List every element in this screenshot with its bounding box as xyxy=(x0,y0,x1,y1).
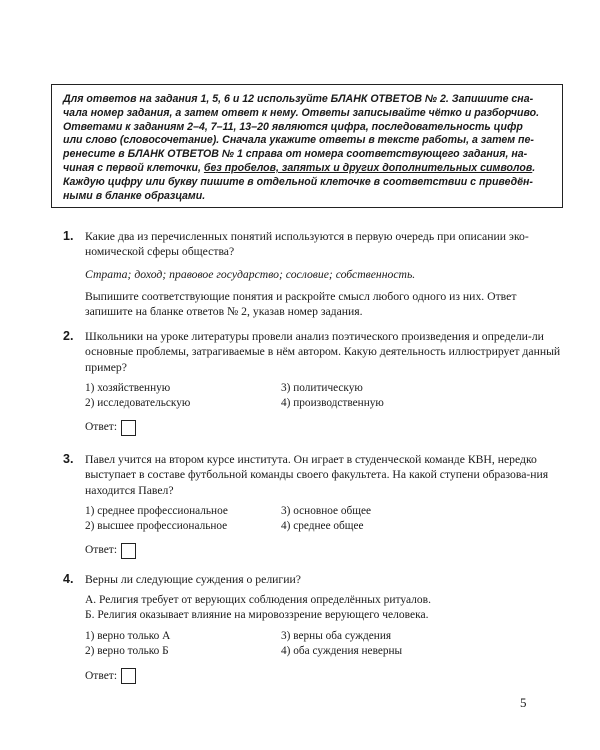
option: 4) среднее общее xyxy=(281,519,364,532)
question-number: 1. xyxy=(63,229,74,243)
answer-box[interactable] xyxy=(121,420,136,436)
option: 4) производственную xyxy=(281,396,384,409)
question-text: Верны ли следующие суждения о религии? xyxy=(85,573,301,586)
question-1 xyxy=(63,229,563,319)
instructions-box xyxy=(51,84,563,208)
instructions-underlined: без пробелов, запятых и других дополнительных символов xyxy=(203,161,533,174)
option: 2) исследовательскую xyxy=(85,396,191,409)
instructions-line: или слово (словосочетание). Сначала укажите ответы в тексте работы, а затем пе- xyxy=(63,134,534,147)
instructions-line xyxy=(63,162,552,176)
option: 1) хозяйственную xyxy=(85,381,171,394)
option: 1) верно только А xyxy=(85,630,171,643)
answer-options xyxy=(85,381,563,411)
option: 1) среднее профессиональное xyxy=(85,504,228,517)
answer-row xyxy=(85,420,563,436)
instructions-text: . xyxy=(532,161,536,174)
answer-box[interactable] xyxy=(121,543,136,559)
question-number: 4. xyxy=(63,572,74,586)
answer-label: Ответ: xyxy=(85,544,118,557)
question-4 xyxy=(63,572,563,684)
question-text: Павел учится на втором курсе института. Он играет в студенческой команде КВН, нередко выступает в составе футбольной команды своего факультета. На какой ступени образова-ния находится Павел? xyxy=(85,453,549,497)
instructions-line: Ответами к заданиям 2–4, 7–11, 13–20 являются цифра, последовательность цифр xyxy=(63,120,523,133)
instructions-line: чала номер задания, а затем ответ к нему. Ответы записывайте чётко и разборчиво. xyxy=(63,106,540,119)
answer-label: Ответ: xyxy=(85,669,118,682)
question-text: Какие два из перечисленных понятий используются в первую очередь при описании эко-номической сферы общества? xyxy=(85,230,529,259)
instructions-line: Каждую цифру или букву пишите в отдельной клеточке в соответствии с приведён- xyxy=(63,175,533,188)
answer-box[interactable] xyxy=(121,668,136,684)
question-text: Школьники на уроке литературы провели анализ поэтического произведения и определи-ли основные проблемы, затрагиваемые в нём автором. Какую деятельность иллюстрирует данный пример? xyxy=(85,330,561,374)
instructions-line: ренесите в БЛАНК ОТВЕТОВ № 1 справа от номера соответствующего задания, на- xyxy=(63,148,528,161)
instructions-line: Для ответов на задания 1, 5, 6 и 12 используйте БЛАНК ОТВЕТОВ № 2. Запишите сна- xyxy=(63,93,534,105)
option: 3) основное общее xyxy=(281,504,372,517)
answer-row xyxy=(85,668,563,684)
answer-label: Ответ: xyxy=(85,421,118,434)
question-number: 3. xyxy=(63,452,74,466)
statement-a: А. Религия требует от верующих соблюдения определённых ритуалов. xyxy=(85,594,431,607)
question-2 xyxy=(63,329,563,436)
option: 2) верно только Б xyxy=(85,645,169,658)
option: 3) политическую xyxy=(281,381,363,394)
statement-b: Б. Религия оказывает влияние на мировоззрение верующего человека. xyxy=(85,609,429,622)
instructions-line: ными в бланке образцами. xyxy=(63,189,206,202)
question-3 xyxy=(63,452,563,559)
question-terms: Страта; доход; правовое государство; сословие; собственность. xyxy=(85,267,416,281)
answer-options xyxy=(85,629,563,659)
option: 4) оба суждения неверны xyxy=(281,645,403,658)
option: 2) высшее профессиональное xyxy=(85,519,228,532)
page-number: 5 xyxy=(520,695,527,710)
instructions-text: чиная с первой клеточки, xyxy=(63,161,204,174)
answer-row xyxy=(85,543,563,559)
option: 3) верны оба суждения xyxy=(281,630,392,643)
question-number: 2. xyxy=(63,329,74,343)
question-task: Выпишите соответствующие понятия и раскройте смысл любого одного из них. Ответ запишите на бланке ответов № 2, указав номер задания. xyxy=(85,289,517,319)
answer-options xyxy=(85,504,563,534)
